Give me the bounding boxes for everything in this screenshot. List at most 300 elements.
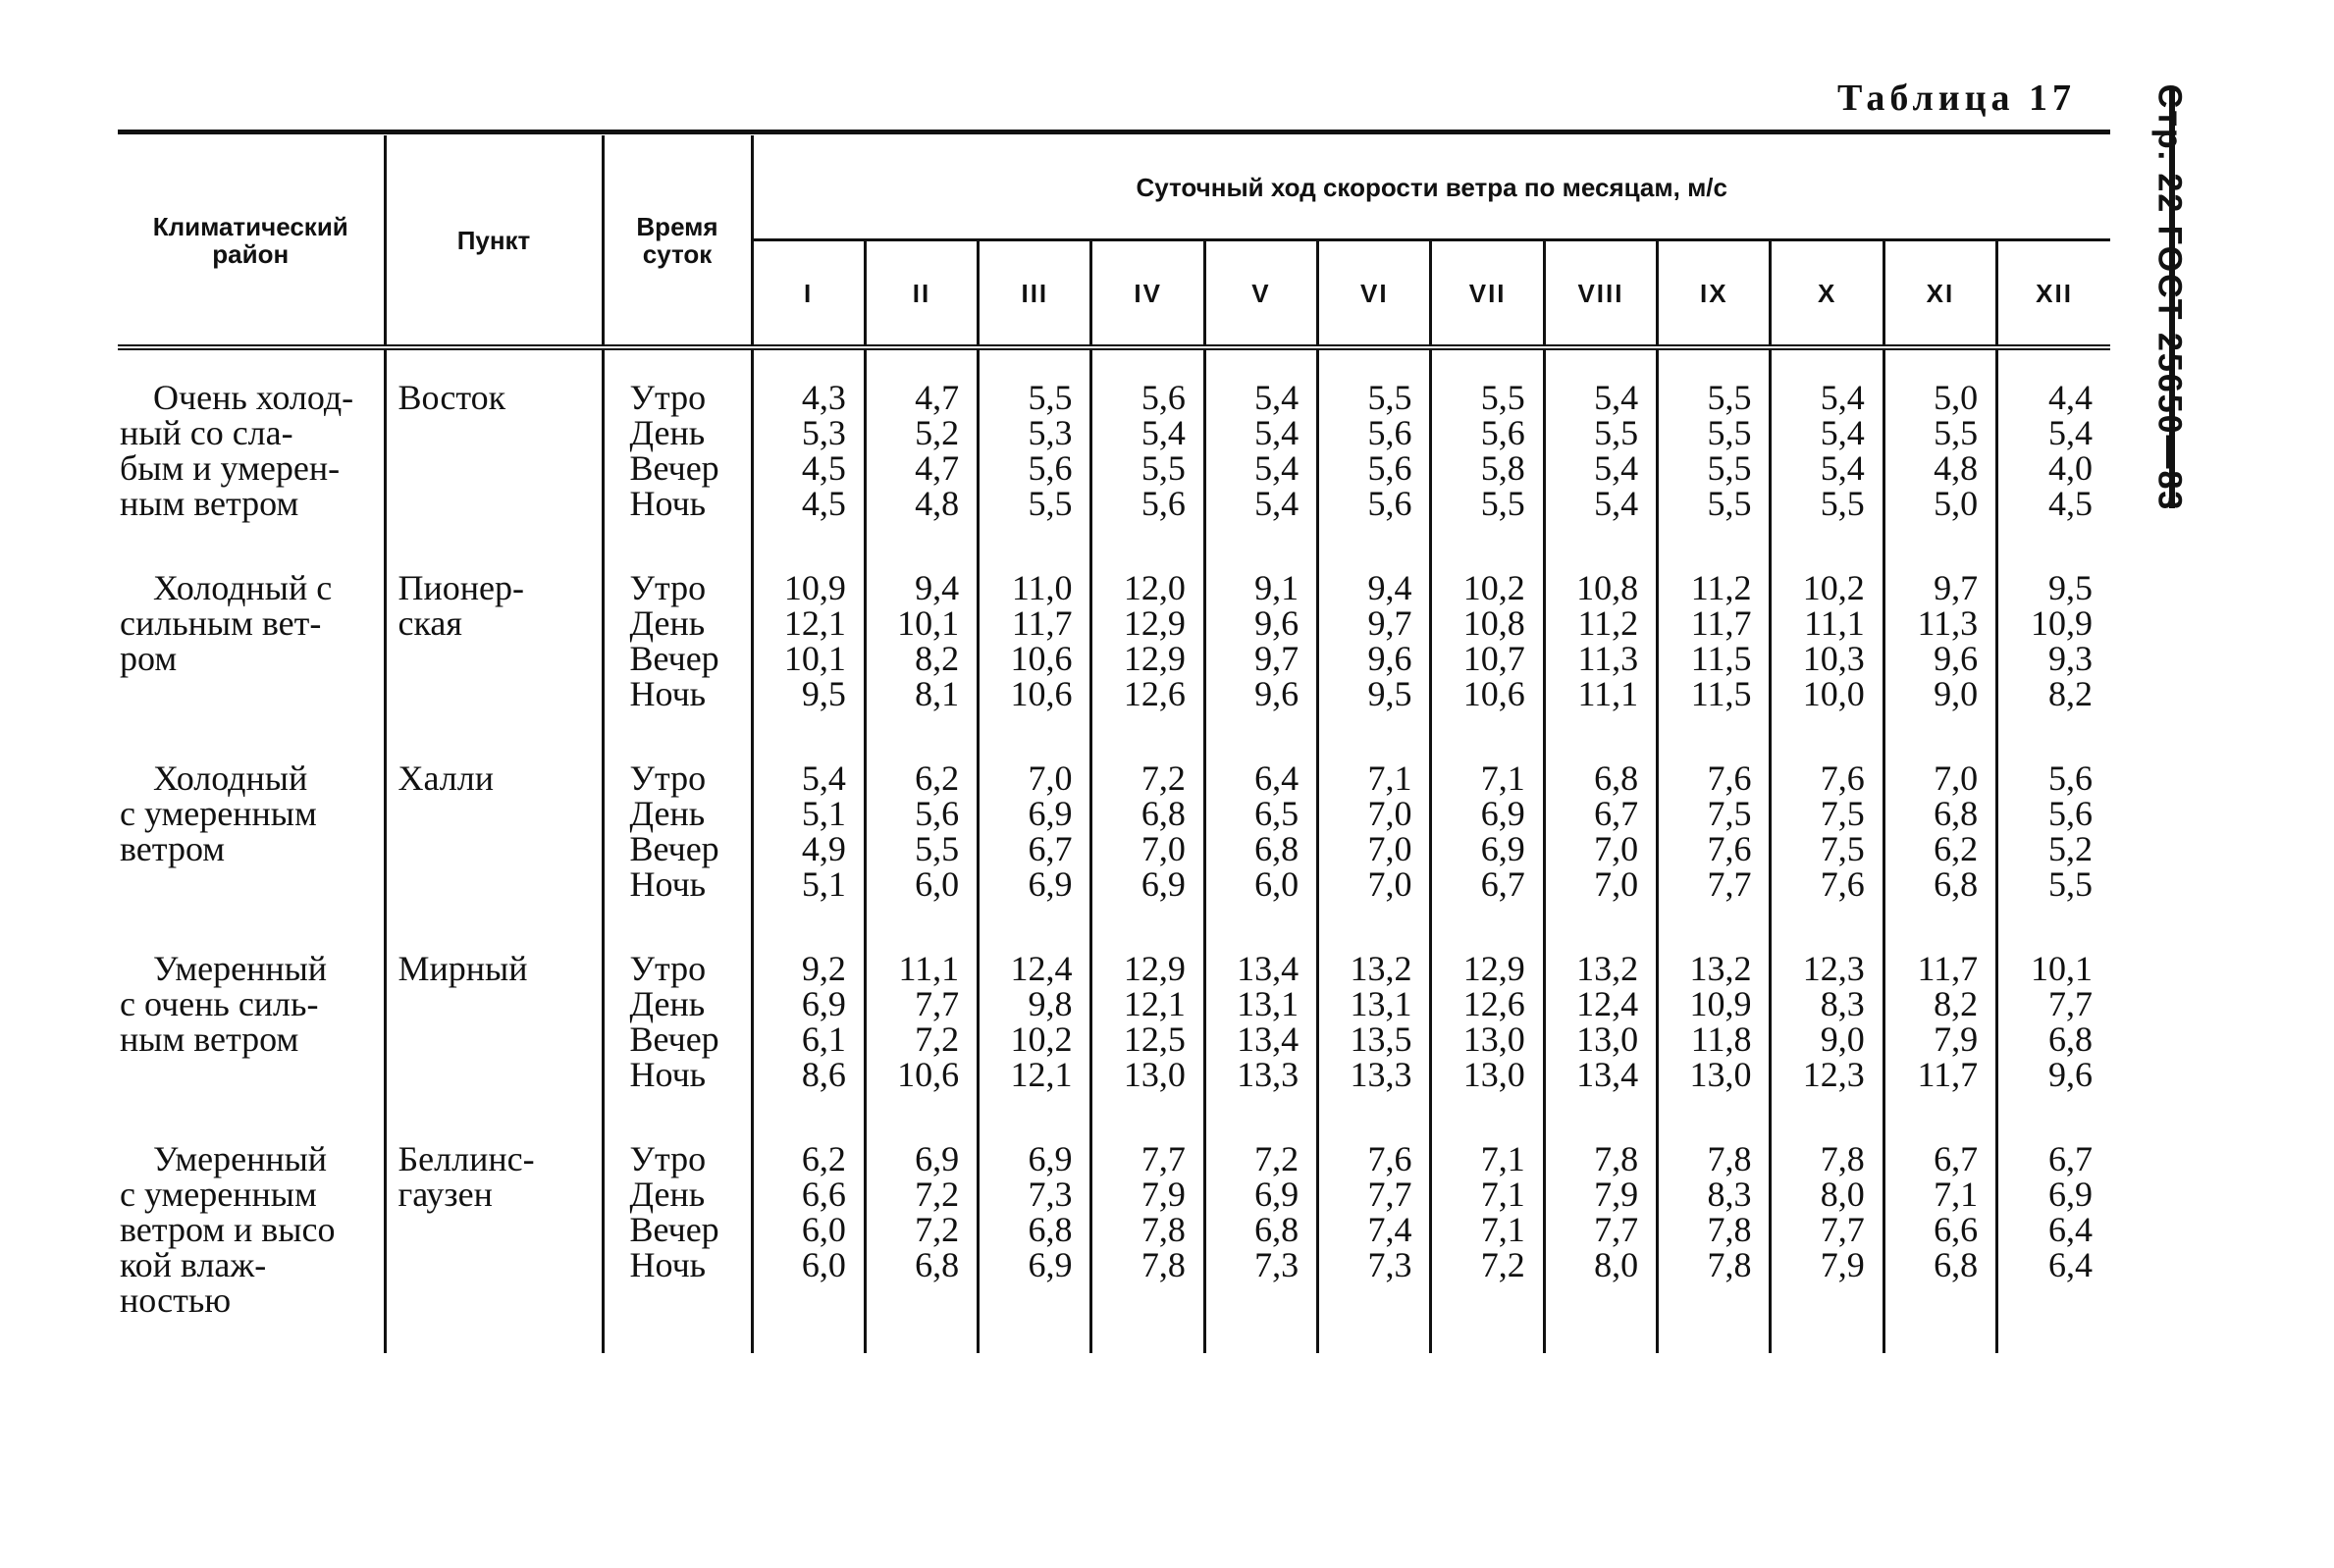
value: 11,2 <box>1577 603 1639 643</box>
point-line: Халли <box>398 758 494 798</box>
value-cell <box>1658 731 1771 921</box>
time-cell <box>603 731 752 921</box>
value: 5,5 <box>1367 378 1412 417</box>
value: 5,4 <box>1254 413 1300 452</box>
wind-speed-table <box>118 135 2110 1353</box>
value: 4,8 <box>1934 448 1979 488</box>
header-month: IV <box>1091 240 1204 348</box>
value: 5,5 <box>1707 378 1752 417</box>
time-line: Ночь <box>629 674 707 713</box>
value: 6,9 <box>801 984 846 1023</box>
value: 5,4 <box>1594 378 1639 417</box>
time-cell <box>603 541 752 731</box>
value: 7,3 <box>1028 1175 1073 1214</box>
time-line: Утро <box>629 378 707 417</box>
header-time-line: Время <box>636 211 718 241</box>
value: 5,6 <box>1367 413 1412 452</box>
value: 9,1 <box>1254 568 1300 607</box>
value: 9,4 <box>1367 568 1412 607</box>
value: 10,6 <box>1010 639 1073 678</box>
region-line: ветром и высо <box>120 1210 336 1249</box>
table-top-rule <box>118 130 2110 134</box>
header-month: VII <box>1431 240 1544 348</box>
value: 10,2 <box>1802 568 1865 607</box>
value: 7,3 <box>1367 1245 1412 1284</box>
value: 7,8 <box>1707 1245 1752 1284</box>
value: 6,2 <box>915 758 960 798</box>
value: 7,0 <box>1367 864 1412 904</box>
value: 10,9 <box>2031 603 2093 643</box>
value: 9,6 <box>1254 603 1300 643</box>
point-cell <box>385 921 603 1112</box>
value-cell <box>865 731 978 921</box>
value: 9,6 <box>2048 1055 2093 1094</box>
value: 9,0 <box>1820 1019 1865 1059</box>
value: 6,0 <box>801 1245 846 1284</box>
value: 7,8 <box>1140 1210 1186 1249</box>
value: 10,3 <box>1802 639 1865 678</box>
value-cell <box>865 541 978 731</box>
value: 11,1 <box>1804 603 1865 643</box>
region-line: Холодный <box>153 758 308 798</box>
value: 5,5 <box>2048 864 2093 904</box>
value: 4,9 <box>801 829 846 868</box>
value: 7,2 <box>915 1019 960 1059</box>
value: 5,5 <box>915 829 960 868</box>
value: 4,7 <box>915 378 960 417</box>
value-cell <box>1431 731 1544 921</box>
value: 12,4 <box>1010 949 1073 988</box>
value: 7,8 <box>1140 1245 1186 1284</box>
value: 4,0 <box>2048 448 2093 488</box>
value: 6,9 <box>1254 1175 1300 1214</box>
value: 7,6 <box>1707 758 1752 798</box>
value: 4,5 <box>801 484 846 523</box>
header-month: V <box>1204 240 1317 348</box>
value: 5,5 <box>1707 484 1752 523</box>
value-cell <box>1997 1112 2110 1353</box>
region-line: бым и умерен- <box>120 448 341 488</box>
region-line: с умеренным <box>120 794 317 833</box>
value: 13,0 <box>1689 1055 1752 1094</box>
value: 9,6 <box>1367 639 1412 678</box>
value-cell <box>1318 731 1431 921</box>
value: 6,8 <box>1934 794 1979 833</box>
value: 6,8 <box>915 1245 960 1284</box>
value-cell <box>1091 731 1204 921</box>
value: 5,2 <box>2048 829 2093 868</box>
header-point <box>385 135 603 347</box>
region-cell <box>118 1112 385 1353</box>
value: 6,9 <box>1028 794 1073 833</box>
time-cell <box>603 347 752 541</box>
value-cell <box>1883 1112 1996 1353</box>
point-line: Беллинс- <box>398 1139 535 1178</box>
value-cell <box>1883 347 1996 541</box>
value: 6,6 <box>1934 1210 1979 1249</box>
value-cell <box>1883 541 1996 731</box>
value-cell <box>1204 731 1317 921</box>
region-line: ным ветром <box>120 484 299 523</box>
point-cell <box>385 347 603 541</box>
value: 9,6 <box>1254 674 1300 713</box>
time-line: День <box>629 413 706 452</box>
value: 6,9 <box>2048 1175 2093 1214</box>
side-reference <box>2150 83 2189 511</box>
value: 9,3 <box>2048 639 2093 678</box>
value: 12,5 <box>1123 1019 1186 1059</box>
value: 5,3 <box>801 413 846 452</box>
value-cell <box>1883 921 1996 1112</box>
time-line: День <box>629 603 706 643</box>
value: 11,5 <box>1690 674 1752 713</box>
value: 4,3 <box>801 378 846 417</box>
value: 11,7 <box>1011 603 1073 643</box>
value: 10,6 <box>1462 674 1525 713</box>
point-cell <box>385 541 603 731</box>
value-cell <box>1204 541 1317 731</box>
value-cell <box>1997 731 2110 921</box>
value: 5,0 <box>1934 484 1979 523</box>
value: 5,4 <box>1820 413 1865 452</box>
value: 13,0 <box>1462 1019 1525 1059</box>
value-cell <box>865 1112 978 1353</box>
value: 6,5 <box>1254 794 1300 833</box>
value-cell <box>1091 1112 1204 1353</box>
value: 7,1 <box>1367 758 1412 798</box>
value: 6,7 <box>1480 864 1525 904</box>
value-cell <box>1544 1112 1657 1353</box>
value: 11,1 <box>1577 674 1639 713</box>
value-cell <box>752 541 865 731</box>
value: 6,4 <box>2048 1245 2093 1284</box>
table-header <box>118 135 2110 347</box>
value: 6,9 <box>1028 864 1073 904</box>
value: 11,1 <box>898 949 960 988</box>
value: 10,1 <box>783 639 846 678</box>
value: 4,5 <box>2048 484 2093 523</box>
value-cell <box>752 1112 865 1353</box>
value-cell <box>979 921 1091 1112</box>
value: 7,7 <box>1367 1175 1412 1214</box>
value-cell <box>979 1112 1091 1353</box>
header-month: I <box>752 240 865 348</box>
value: 7,8 <box>1820 1139 1865 1178</box>
header-region-line: Климатический <box>152 211 348 241</box>
value: 6,2 <box>801 1139 846 1178</box>
value-cell <box>1091 347 1204 541</box>
value: 6,9 <box>1480 794 1525 833</box>
value-cell <box>1544 921 1657 1112</box>
time-line: Утро <box>629 568 707 607</box>
value: 13,3 <box>1237 1055 1300 1094</box>
value: 8,6 <box>801 1055 846 1094</box>
value: 10,0 <box>1802 674 1865 713</box>
value: 7,0 <box>1367 829 1412 868</box>
value: 6,4 <box>1254 758 1300 798</box>
value: 5,2 <box>915 413 960 452</box>
value: 7,2 <box>1140 758 1186 798</box>
time-line: Ночь <box>629 484 707 523</box>
table-row <box>118 921 2110 1112</box>
value: 12,3 <box>1802 949 1865 988</box>
table-title: Таблица 17 <box>1837 78 2077 119</box>
value: 5,4 <box>1140 413 1186 452</box>
value: 7,3 <box>1254 1245 1300 1284</box>
value: 11,2 <box>1690 568 1752 607</box>
point-line: Пионер- <box>398 568 524 607</box>
value: 5,5 <box>1028 378 1073 417</box>
header-month: IX <box>1658 240 1771 348</box>
value: 7,0 <box>1594 864 1639 904</box>
point-cell <box>385 1112 603 1353</box>
value-cell <box>1431 541 1544 731</box>
value-cell <box>1204 347 1317 541</box>
time-cell <box>603 921 752 1112</box>
time-line: Ночь <box>629 864 707 904</box>
value: 12,6 <box>1123 674 1186 713</box>
region-line: Очень холод- <box>153 378 354 417</box>
value: 8,0 <box>1820 1175 1865 1214</box>
value: 5,4 <box>1820 378 1865 417</box>
value: 5,4 <box>1254 484 1300 523</box>
value: 7,0 <box>1594 829 1639 868</box>
time-line: Утро <box>629 758 707 798</box>
value: 7,2 <box>1480 1245 1525 1284</box>
value: 7,1 <box>1480 1175 1525 1214</box>
value: 8,2 <box>2048 674 2093 713</box>
value: 7,9 <box>1140 1175 1186 1214</box>
header-region <box>118 135 385 347</box>
value: 10,8 <box>1576 568 1639 607</box>
value: 7,0 <box>1140 829 1186 868</box>
header-month: II <box>865 240 978 348</box>
value: 11,3 <box>1577 639 1639 678</box>
value: 12,1 <box>1123 984 1186 1023</box>
table-body <box>118 347 2110 1353</box>
value: 7,6 <box>1367 1139 1412 1178</box>
time-line: Вечер <box>629 829 719 868</box>
value-cell <box>1658 347 1771 541</box>
value: 12,1 <box>1010 1055 1073 1094</box>
value: 7,9 <box>1934 1019 1979 1059</box>
value-cell <box>1318 921 1431 1112</box>
value: 5,1 <box>801 864 846 904</box>
region-line: с умеренным <box>120 1175 317 1214</box>
value: 5,6 <box>1140 378 1186 417</box>
value: 7,8 <box>1707 1139 1752 1178</box>
value: 5,5 <box>1707 448 1752 488</box>
region-line: ный со сла- <box>120 413 293 452</box>
value: 9,0 <box>1934 674 1979 713</box>
time-line: День <box>629 1175 706 1214</box>
time-line: Утро <box>629 949 707 988</box>
value: 5,5 <box>1594 413 1639 452</box>
value: 9,5 <box>801 674 846 713</box>
time-line: Ночь <box>629 1055 707 1094</box>
value-cell <box>752 731 865 921</box>
region-cell <box>118 347 385 541</box>
value: 6,8 <box>2048 1019 2093 1059</box>
value-cell <box>1771 731 1883 921</box>
value: 12,0 <box>1123 568 1186 607</box>
value: 11,8 <box>1690 1019 1752 1059</box>
header-point-line: Пункт <box>456 225 531 255</box>
value: 7,0 <box>1934 758 1979 798</box>
value: 10,2 <box>1010 1019 1073 1059</box>
value: 9,4 <box>915 568 960 607</box>
value: 7,7 <box>1594 1210 1639 1249</box>
value: 10,2 <box>1462 568 1525 607</box>
value-cell <box>865 921 978 1112</box>
value: 10,6 <box>897 1055 960 1094</box>
value: 12,9 <box>1123 949 1186 988</box>
value-cell <box>1431 1112 1544 1353</box>
region-cell <box>118 541 385 731</box>
value: 11,3 <box>1917 603 1979 643</box>
value: 12,4 <box>1576 984 1639 1023</box>
table-row <box>118 1112 2110 1353</box>
value: 9,5 <box>2048 568 2093 607</box>
region-line: ным ветром <box>120 1019 299 1059</box>
value: 7,1 <box>1480 1139 1525 1178</box>
value: 7,8 <box>1707 1210 1752 1249</box>
time-line: Утро <box>629 1139 707 1178</box>
value: 5,4 <box>1594 484 1639 523</box>
value: 5,5 <box>1028 484 1073 523</box>
value-cell <box>752 347 865 541</box>
value-cell <box>1658 1112 1771 1353</box>
value: 5,5 <box>1707 413 1752 452</box>
value: 6,7 <box>1028 829 1073 868</box>
value: 6,8 <box>1254 1210 1300 1249</box>
value-cell <box>1771 1112 1883 1353</box>
value: 6,9 <box>1140 864 1186 904</box>
value: 7,5 <box>1707 794 1752 833</box>
value: 13,4 <box>1576 1055 1639 1094</box>
value: 8,2 <box>1934 984 1979 1023</box>
value: 12,1 <box>783 603 846 643</box>
value: 5,4 <box>1820 448 1865 488</box>
value: 7,0 <box>1028 758 1073 798</box>
time-line: Вечер <box>629 1019 719 1059</box>
region-cell <box>118 921 385 1112</box>
value: 4,7 <box>915 448 960 488</box>
value: 7,2 <box>915 1175 960 1214</box>
value-cell <box>1318 541 1431 731</box>
value: 6,0 <box>1254 864 1300 904</box>
value-cell <box>1091 541 1204 731</box>
value: 7,6 <box>1707 829 1752 868</box>
time-line: Ночь <box>629 1245 707 1284</box>
value: 6,8 <box>1594 758 1639 798</box>
value: 6,0 <box>915 864 960 904</box>
region-line: сильным вет- <box>120 603 322 643</box>
value: 4,4 <box>2048 378 2093 417</box>
time-line: День <box>629 984 706 1023</box>
value: 13,4 <box>1237 1019 1300 1059</box>
value-cell <box>979 541 1091 731</box>
value: 7,0 <box>1367 794 1412 833</box>
header-month: XII <box>1997 240 2110 348</box>
header-time <box>603 135 752 347</box>
value: 13,3 <box>1350 1055 1412 1094</box>
value: 8,1 <box>915 674 960 713</box>
value: 7,7 <box>1820 1210 1865 1249</box>
header-month: III <box>979 240 1091 348</box>
value-cell <box>1997 921 2110 1112</box>
value-cell <box>1318 347 1431 541</box>
value: 6,8 <box>1934 864 1979 904</box>
point-line: Восток <box>398 378 506 417</box>
value-cell <box>1997 347 2110 541</box>
value: 12,9 <box>1462 949 1525 988</box>
value: 7,2 <box>915 1210 960 1249</box>
value-cell <box>1204 921 1317 1112</box>
value: 5,6 <box>2048 758 2093 798</box>
value: 5,4 <box>1254 448 1300 488</box>
value: 6,9 <box>1028 1245 1073 1284</box>
value-cell <box>1318 1112 1431 1353</box>
value: 7,8 <box>1594 1139 1639 1178</box>
value: 7,1 <box>1480 1210 1525 1249</box>
value-cell <box>1204 1112 1317 1353</box>
value: 10,1 <box>2031 949 2093 988</box>
value: 8,3 <box>1707 1175 1752 1214</box>
value: 5,3 <box>1028 413 1073 452</box>
value: 12,6 <box>1462 984 1525 1023</box>
value-cell <box>1544 731 1657 921</box>
value: 6,8 <box>1254 829 1300 868</box>
value: 7,9 <box>1820 1245 1865 1284</box>
value: 8,3 <box>1820 984 1865 1023</box>
value: 9,7 <box>1367 603 1412 643</box>
value: 5,5 <box>1480 484 1525 523</box>
value: 13,2 <box>1689 949 1752 988</box>
value-cell <box>979 731 1091 921</box>
value-cell <box>1771 347 1883 541</box>
value: 7,6 <box>1820 864 1865 904</box>
value: 6,8 <box>1140 794 1186 833</box>
value: 11,5 <box>1690 639 1752 678</box>
value: 13,2 <box>1350 949 1412 988</box>
table-row <box>118 347 2110 541</box>
value: 13,0 <box>1576 1019 1639 1059</box>
value-cell <box>1544 347 1657 541</box>
value: 5,6 <box>915 794 960 833</box>
value: 5,6 <box>1480 413 1525 452</box>
value: 13,1 <box>1350 984 1412 1023</box>
header-month: VIII <box>1544 240 1657 348</box>
point-line: ская <box>398 603 462 643</box>
value: 5,6 <box>1028 448 1073 488</box>
value: 7,5 <box>1820 794 1865 833</box>
value: 6,9 <box>1480 829 1525 868</box>
value: 9,8 <box>1028 984 1073 1023</box>
value: 7,7 <box>915 984 960 1023</box>
time-cell <box>603 1112 752 1353</box>
value-cell <box>752 921 865 1112</box>
value: 7,9 <box>1594 1175 1639 1214</box>
value: 11,7 <box>1917 949 1979 988</box>
value: 6,2 <box>1934 829 1979 868</box>
value: 10,1 <box>897 603 960 643</box>
time-line: Вечер <box>629 448 719 488</box>
value: 7,7 <box>1707 864 1752 904</box>
value: 5,8 <box>1480 448 1525 488</box>
value: 6,9 <box>915 1139 960 1178</box>
header-month: X <box>1771 240 1883 348</box>
